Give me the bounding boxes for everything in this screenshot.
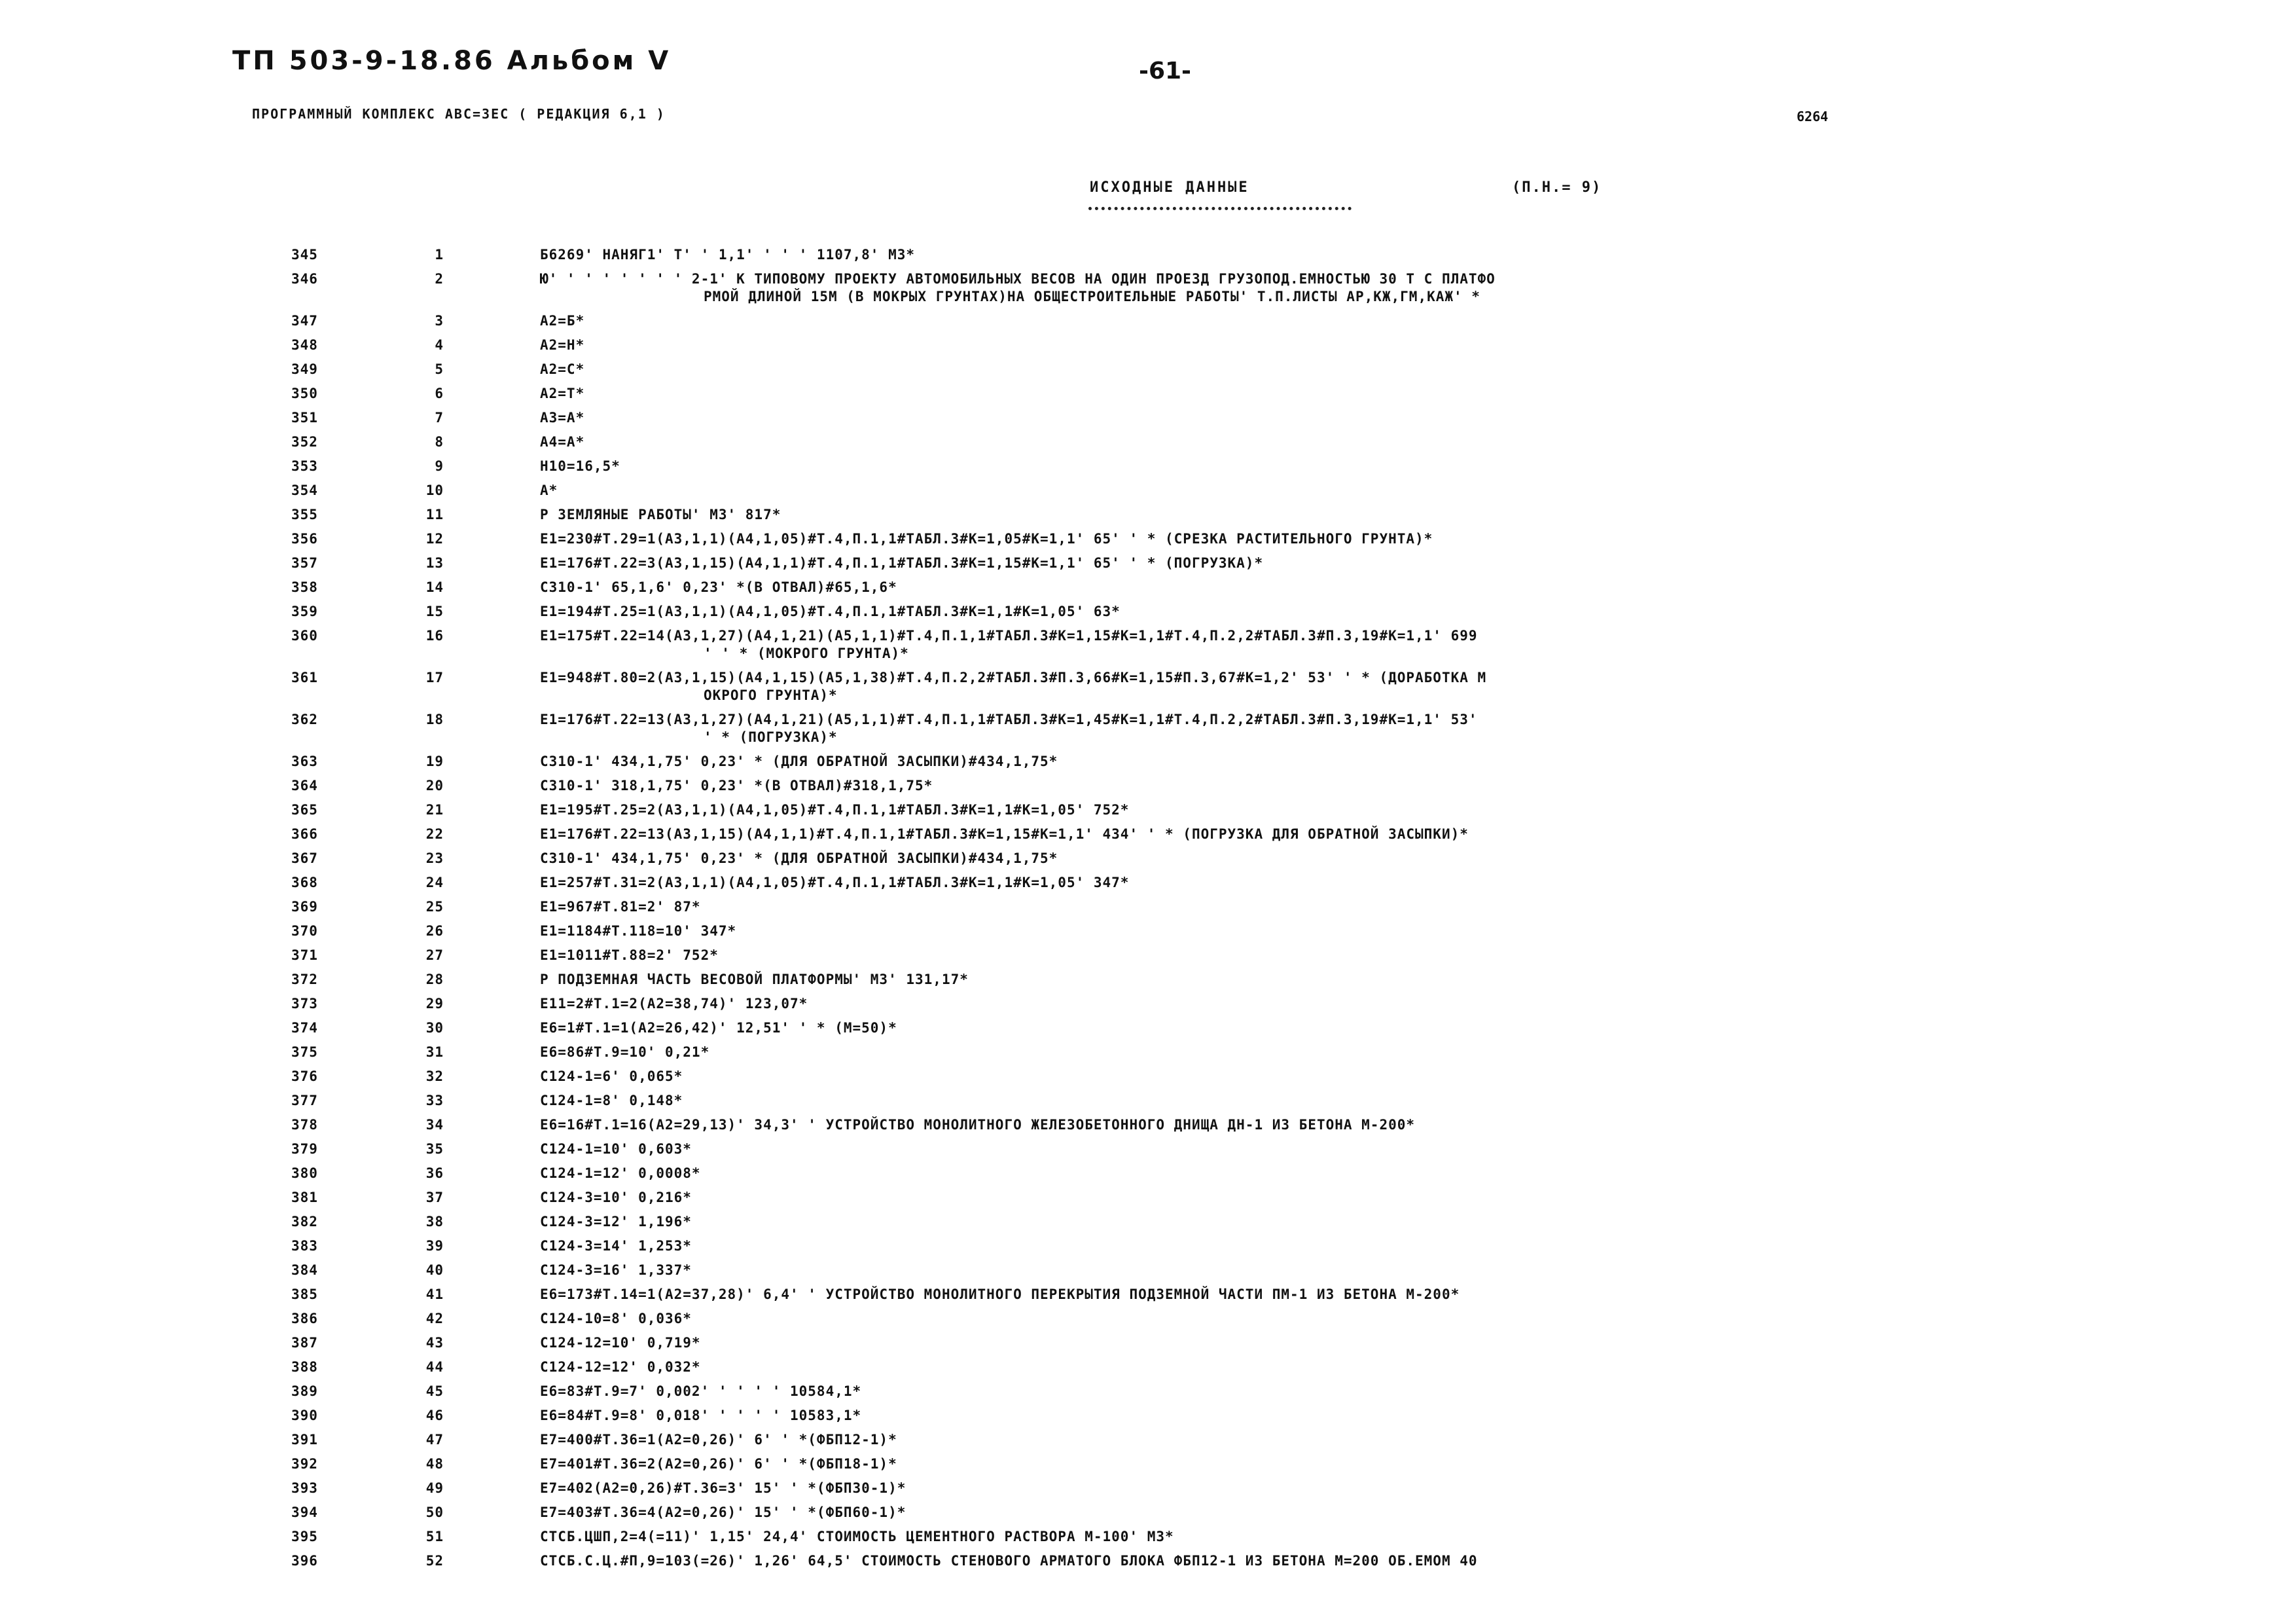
row-local-number: 36 bbox=[425, 1165, 444, 1181]
section-underline bbox=[1088, 207, 1352, 210]
row-text bbox=[540, 1455, 2065, 1473]
row-text-main: СТСБ.С.Ц.#П,9=103(=26)' 1,26' 64,5' СТОИМОСТЬ СТЕНОВОГО АРМАТОГО БЛОКА ФБП12-1 ИЗ БЕТОНА М=200 ОБ.ЕМОМ 40 bbox=[540, 1553, 1478, 1569]
row-global-number: 383 bbox=[291, 1238, 318, 1254]
row-text-main: С124-3=10' 0,216* bbox=[540, 1190, 692, 1205]
row-local-number: 48 bbox=[425, 1456, 444, 1472]
row-text-main: Ю' ' ' ' ' ' ' ' 2-1' К ТИПОВОМУ ПРОЕКТУ АВТОМОБИЛЬНЫХ ВЕСОВ НА ОДИН ПРОЕЗД ГРУЗОПОД.ЕМНОСТЬЮ 30 Т С ПЛАТФО bbox=[540, 271, 1496, 287]
row-local-number: 15 bbox=[425, 604, 444, 619]
row-text-main: Е6=84#Т.9=8' 0,018' ' ' ' ' 10583,1* bbox=[540, 1408, 862, 1423]
row-text-main: А2=Б* bbox=[540, 313, 585, 329]
row-text bbox=[540, 850, 2065, 867]
row-text-main: Е1=257#Т.31=2(А3,1,1)(А4,1,05)#Т.4,П.1,1#ТАБЛ.3#К=1,1#К=1,05' 347* bbox=[540, 875, 1130, 890]
row-global-number: 375 bbox=[291, 1044, 318, 1060]
row-global-number: 378 bbox=[291, 1117, 318, 1133]
row-global-number: 393 bbox=[291, 1480, 318, 1496]
row-global-number: 355 bbox=[291, 507, 318, 522]
row-text bbox=[540, 1213, 2065, 1231]
row-local-number: 51 bbox=[425, 1529, 444, 1544]
row-local-number: 43 bbox=[425, 1335, 444, 1351]
row-text-main: А2=Н* bbox=[540, 337, 585, 353]
row-local-number: 21 bbox=[425, 802, 444, 818]
row-global-number: 381 bbox=[291, 1190, 318, 1205]
table-row bbox=[0, 579, 2296, 603]
table-row bbox=[0, 1334, 2296, 1359]
row-text bbox=[540, 1407, 2065, 1425]
row-local-number: 10 bbox=[425, 483, 444, 498]
row-text-main: С124-3=16' 1,337* bbox=[540, 1262, 692, 1278]
row-local-number: 9 bbox=[435, 458, 444, 474]
row-text bbox=[540, 711, 2065, 746]
row-text bbox=[540, 995, 2065, 1013]
row-text bbox=[540, 777, 2065, 795]
row-global-number: 380 bbox=[291, 1165, 318, 1181]
table-row bbox=[0, 1455, 2296, 1480]
row-local-number: 28 bbox=[425, 972, 444, 987]
row-local-number: 34 bbox=[425, 1117, 444, 1133]
row-text-main: СТСБ.ЦШП,2=4(=11)' 1,15' 24,4' СТОИМОСТЬ ЦЕМЕНТНОГО РАСТВОРА М-100' М3* bbox=[540, 1529, 1174, 1544]
table-row bbox=[0, 1116, 2296, 1140]
row-local-number: 22 bbox=[425, 826, 444, 842]
row-local-number: 17 bbox=[425, 670, 444, 685]
row-text-main: Е7=401#Т.36=2(А2=0,26)' 6' ' *(ФБП18-1)* bbox=[540, 1456, 897, 1472]
section-title: ИСХОДНЫЕ ДАННЫЕ bbox=[1090, 179, 1249, 196]
row-text bbox=[540, 1019, 2065, 1037]
row-local-number: 1 bbox=[435, 247, 444, 263]
row-local-number: 23 bbox=[425, 850, 444, 866]
row-global-number: 348 bbox=[291, 337, 318, 353]
row-text bbox=[540, 1359, 2065, 1376]
row-local-number: 44 bbox=[425, 1359, 444, 1375]
row-local-number: 38 bbox=[425, 1214, 444, 1230]
row-local-number: 16 bbox=[425, 628, 444, 644]
table-row bbox=[0, 555, 2296, 579]
row-global-number: 365 bbox=[291, 802, 318, 818]
row-global-number: 367 bbox=[291, 850, 318, 866]
table-row bbox=[0, 433, 2296, 458]
row-text-main: Е6=86#Т.9=10' 0,21* bbox=[540, 1044, 710, 1060]
row-global-number: 364 bbox=[291, 778, 318, 793]
row-text-main: Е1=175#Т.22=14(А3,1,27)(А4,1,21)(А5,1,1)#Т.4,П.1,1#ТАБЛ.3#К=1,15#К=1,1#Т.4,П.2,2#ТАБЛ.3#П.3,19#К=1,1' 699 bbox=[540, 628, 1478, 644]
row-global-number: 389 bbox=[291, 1383, 318, 1399]
row-global-number: 363 bbox=[291, 754, 318, 769]
page-number: -61- bbox=[1139, 58, 1191, 84]
row-local-number: 12 bbox=[425, 531, 444, 547]
row-text bbox=[540, 579, 2065, 596]
row-text-main: С310-1' 434,1,75' 0,23' * (ДЛЯ ОБРАТНОЙ ЗАСЫПКИ)#434,1,75* bbox=[540, 754, 1058, 769]
row-text bbox=[540, 603, 2065, 621]
row-text-main: Е11=2#Т.1=2(А2=38,74)' 123,07* bbox=[540, 996, 808, 1012]
table-row bbox=[0, 753, 2296, 777]
row-global-number: 358 bbox=[291, 579, 318, 595]
row-text-continuation: РМОЙ ДЛИНОЙ 15М (В МОКРЫХ ГРУНТАХ)НА ОБЩЕСТРОИТЕЛЬНЫЕ РАБОТЫ' Т.П.ЛИСТЫ АР,КЖ,ГМ,КАЖ' * bbox=[704, 289, 1480, 304]
table-row bbox=[0, 1407, 2296, 1431]
row-text bbox=[540, 1504, 2065, 1522]
row-text bbox=[540, 409, 2065, 427]
row-text bbox=[540, 312, 2065, 330]
row-text-continuation: ' ' * (МОКРОГО ГРУНТА)* bbox=[704, 646, 909, 661]
row-local-number: 30 bbox=[425, 1020, 444, 1036]
row-global-number: 376 bbox=[291, 1068, 318, 1084]
row-global-number: 373 bbox=[291, 996, 318, 1012]
row-text-main: Б6269' НАНЯГ1' Т' ' 1,1' ' ' ' 1107,8' М3* bbox=[540, 247, 916, 263]
row-text bbox=[540, 627, 2065, 663]
table-row bbox=[0, 506, 2296, 530]
table-row bbox=[0, 361, 2296, 385]
row-global-number: 388 bbox=[291, 1359, 318, 1375]
row-global-number: 374 bbox=[291, 1020, 318, 1036]
table-row bbox=[0, 874, 2296, 898]
table-row bbox=[0, 385, 2296, 409]
row-text-main: Е1=195#Т.25=2(А3,1,1)(А4,1,05)#Т.4,П.1,1#ТАБЛ.3#К=1,1#К=1,05' 752* bbox=[540, 802, 1130, 818]
table-row bbox=[0, 995, 2296, 1019]
row-text-main: С124-1=10' 0,603* bbox=[540, 1141, 692, 1157]
row-local-number: 14 bbox=[425, 579, 444, 595]
table-row bbox=[0, 826, 2296, 850]
row-local-number: 6 bbox=[435, 386, 444, 401]
row-text-main: Е1=948#Т.80=2(А3,1,15)(А4,1,15)(А5,1,38)#Т.4,П.2,2#ТАБЛ.3#П.3,66#К=1,15#П.3,67#К=1,2' 53' ' * (ДОРАБОТКА М bbox=[540, 670, 1487, 685]
row-text-main: Е6=1#Т.1=1(А2=26,42)' 12,51' ' * (М=50)* bbox=[540, 1020, 897, 1036]
row-text-main: С124-3=12' 1,196* bbox=[540, 1214, 692, 1230]
row-local-number: 39 bbox=[425, 1238, 444, 1254]
row-global-number: 394 bbox=[291, 1504, 318, 1520]
row-global-number: 349 bbox=[291, 361, 318, 377]
row-local-number: 33 bbox=[425, 1093, 444, 1108]
row-global-number: 362 bbox=[291, 712, 318, 727]
row-text bbox=[540, 555, 2065, 572]
row-text-main: Е1=194#Т.25=1(А3,1,1)(А4,1,05)#Т.4,П.1,1#ТАБЛ.3#К=1,1#К=1,05' 63* bbox=[540, 604, 1121, 619]
table-row bbox=[0, 1431, 2296, 1455]
row-global-number: 361 bbox=[291, 670, 318, 685]
row-text-main: С124-1=8' 0,148* bbox=[540, 1093, 683, 1108]
row-global-number: 377 bbox=[291, 1093, 318, 1108]
table-row bbox=[0, 458, 2296, 482]
row-text bbox=[540, 337, 2065, 354]
row-local-number: 26 bbox=[425, 923, 444, 939]
row-text bbox=[540, 1310, 2065, 1328]
table-row bbox=[0, 482, 2296, 506]
row-text bbox=[540, 1262, 2065, 1279]
data-rows bbox=[0, 246, 2296, 1577]
row-text bbox=[540, 385, 2065, 403]
row-text bbox=[540, 1528, 2065, 1546]
row-local-number: 40 bbox=[425, 1262, 444, 1278]
row-text bbox=[540, 506, 2065, 524]
row-text bbox=[540, 1092, 2065, 1110]
row-text bbox=[540, 270, 2065, 306]
row-text-main: Е7=403#Т.36=4(А2=0,26)' 15' ' *(ФБП60-1)* bbox=[540, 1504, 906, 1520]
document-title: ТП 503-9-18.86 Альбом Ⅴ bbox=[232, 46, 672, 76]
row-local-number: 20 bbox=[425, 778, 444, 793]
table-row bbox=[0, 1552, 2296, 1577]
table-row bbox=[0, 246, 2296, 270]
row-text-main: С124-3=14' 1,253* bbox=[540, 1238, 692, 1254]
row-text bbox=[540, 1480, 2065, 1497]
row-text-main: Е6=16#Т.1=16(А2=29,13)' 34,3' ' УСТРОЙСТВО МОНОЛИТНОГО ЖЕЛЕЗОБЕТОННОГО ДНИЩА ДН-1 ИЗ БЕТОНА М-200* bbox=[540, 1117, 1416, 1133]
row-local-number: 2 bbox=[435, 271, 444, 287]
table-row bbox=[0, 801, 2296, 826]
row-local-number: 27 bbox=[425, 947, 444, 963]
table-row bbox=[0, 603, 2296, 627]
row-text-main: Р ЗЕМЛЯНЫЕ РАБОТЫ' М3' 817* bbox=[540, 507, 781, 522]
row-text-main: С124-1=12' 0,0008* bbox=[540, 1165, 701, 1181]
row-text-main: А* bbox=[540, 483, 558, 498]
table-row bbox=[0, 1044, 2296, 1068]
table-row bbox=[0, 1286, 2296, 1310]
row-text bbox=[540, 1189, 2065, 1207]
row-global-number: 366 bbox=[291, 826, 318, 842]
row-text-main: Е7=400#Т.36=1(А2=0,26)' 6' ' *(ФБП12-1)* bbox=[540, 1432, 897, 1448]
row-text bbox=[540, 1044, 2065, 1061]
row-text bbox=[540, 669, 2065, 704]
row-text-main: Е1=176#Т.22=13(А3,1,15)(А4,1,1)#Т.4,П.1,1#ТАБЛ.3#К=1,15#К=1,1' 434' ' * (ПОГРУЗКА ДЛЯ ОБРАТНОЙ ЗАСЫПКИ)* bbox=[540, 826, 1469, 842]
row-global-number: 391 bbox=[291, 1432, 318, 1448]
row-text-main: С310-1' 318,1,75' 0,23' *(В ОТВАЛ)#318,1,75* bbox=[540, 778, 933, 793]
row-text-main: С124-12=10' 0,719* bbox=[540, 1335, 701, 1351]
row-text-main: Е6=173#Т.14=1(А2=37,28)' 6,4' ' УСТРОЙСТВО МОНОЛИТНОГО ПЕРЕКРЫТИЯ ПОДЗЕМНОЙ ЧАСТИ ПМ-1 ИЗ БЕТОНА М-200* bbox=[540, 1286, 1460, 1302]
row-text-main: Е1=1184#Т.118=10' 347* bbox=[540, 923, 737, 939]
row-local-number: 3 bbox=[435, 313, 444, 329]
row-global-number: 396 bbox=[291, 1553, 318, 1569]
row-local-number: 11 bbox=[425, 507, 444, 522]
table-row bbox=[0, 312, 2296, 337]
row-global-number: 386 bbox=[291, 1311, 318, 1326]
row-local-number: 32 bbox=[425, 1068, 444, 1084]
row-global-number: 384 bbox=[291, 1262, 318, 1278]
row-local-number: 7 bbox=[435, 410, 444, 426]
row-local-number: 5 bbox=[435, 361, 444, 377]
row-global-number: 369 bbox=[291, 899, 318, 915]
row-global-number: 356 bbox=[291, 531, 318, 547]
row-global-number: 346 bbox=[291, 271, 318, 287]
row-text bbox=[540, 826, 2065, 843]
row-text bbox=[540, 1165, 2065, 1182]
row-local-number: 42 bbox=[425, 1311, 444, 1326]
row-text-main: Е6=83#Т.9=7' 0,002' ' ' ' ' 10584,1* bbox=[540, 1383, 862, 1399]
row-text bbox=[540, 1334, 2065, 1352]
row-global-number: 382 bbox=[291, 1214, 318, 1230]
table-row bbox=[0, 1262, 2296, 1286]
row-text bbox=[540, 1140, 2065, 1158]
row-local-number: 18 bbox=[425, 712, 444, 727]
row-text bbox=[540, 971, 2065, 989]
row-text bbox=[540, 753, 2065, 771]
row-text bbox=[540, 947, 2065, 964]
table-row bbox=[0, 409, 2296, 433]
table-row bbox=[0, 777, 2296, 801]
row-global-number: 357 bbox=[291, 555, 318, 571]
row-text bbox=[540, 1116, 2065, 1134]
table-row bbox=[0, 898, 2296, 922]
row-local-number: 45 bbox=[425, 1383, 444, 1399]
section-page-ref: (П.Н.= 9) bbox=[1512, 179, 1602, 196]
table-row bbox=[0, 1213, 2296, 1237]
row-global-number: 385 bbox=[291, 1286, 318, 1302]
table-row bbox=[0, 850, 2296, 874]
row-text-main: А2=С* bbox=[540, 361, 585, 377]
row-global-number: 371 bbox=[291, 947, 318, 963]
row-local-number: 41 bbox=[425, 1286, 444, 1302]
row-local-number: 49 bbox=[425, 1480, 444, 1496]
row-global-number: 387 bbox=[291, 1335, 318, 1351]
row-text-main: Е1=230#Т.29=1(А3,1,1)(А4,1,05)#Т.4,П.1,1#ТАБЛ.3#К=1,05#К=1,1' 65' ' * (СРЕЗКА РАСТИТЕЛЬНОГО ГРУНТА)* bbox=[540, 531, 1433, 547]
row-text bbox=[540, 361, 2065, 378]
table-row bbox=[0, 1359, 2296, 1383]
table-row bbox=[0, 627, 2296, 669]
row-text bbox=[540, 530, 2065, 548]
table-row bbox=[0, 1528, 2296, 1552]
row-text-main: Е1=1011#Т.88=2' 752* bbox=[540, 947, 719, 963]
row-local-number: 25 bbox=[425, 899, 444, 915]
row-text-main: Н10=16,5* bbox=[540, 458, 620, 474]
table-row bbox=[0, 669, 2296, 711]
table-row bbox=[0, 1310, 2296, 1334]
row-local-number: 35 bbox=[425, 1141, 444, 1157]
row-global-number: 345 bbox=[291, 247, 318, 263]
row-text bbox=[540, 874, 2065, 892]
table-row bbox=[0, 1504, 2296, 1528]
table-row bbox=[0, 1237, 2296, 1262]
row-global-number: 351 bbox=[291, 410, 318, 426]
row-global-number: 372 bbox=[291, 972, 318, 987]
row-text-main: А3=А* bbox=[540, 410, 585, 426]
row-local-number: 37 bbox=[425, 1190, 444, 1205]
row-local-number: 19 bbox=[425, 754, 444, 769]
row-local-number: 29 bbox=[425, 996, 444, 1012]
row-text bbox=[540, 1068, 2065, 1085]
row-local-number: 24 bbox=[425, 875, 444, 890]
row-text-main: С310-1' 65,1,6' 0,23' *(В ОТВАЛ)#65,1,6* bbox=[540, 579, 897, 595]
row-text-continuation: ОКРОГО ГРУНТА)* bbox=[704, 687, 838, 703]
table-row bbox=[0, 1383, 2296, 1407]
row-text-main: А2=Т* bbox=[540, 386, 585, 401]
program-line: ПРОГРАММНЫЙ КОМПЛЕКС АВС=3ЕС ( РЕДАКЦИЯ 6,1 ) bbox=[252, 106, 666, 122]
document-code: 6264 bbox=[1797, 109, 1829, 124]
row-text bbox=[540, 433, 2065, 451]
row-global-number: 352 bbox=[291, 434, 318, 450]
row-global-number: 370 bbox=[291, 923, 318, 939]
table-row bbox=[0, 530, 2296, 555]
table-row bbox=[0, 337, 2296, 361]
table-row bbox=[0, 922, 2296, 947]
row-global-number: 360 bbox=[291, 628, 318, 644]
row-text-main: С310-1' 434,1,75' 0,23' * (ДЛЯ ОБРАТНОЙ ЗАСЫПКИ)#434,1,75* bbox=[540, 850, 1058, 866]
row-global-number: 350 bbox=[291, 386, 318, 401]
table-row bbox=[0, 1140, 2296, 1165]
row-text bbox=[540, 801, 2065, 819]
row-text bbox=[540, 246, 2065, 264]
row-text bbox=[540, 898, 2065, 916]
table-row bbox=[0, 1019, 2296, 1044]
row-global-number: 354 bbox=[291, 483, 318, 498]
row-text-main: С124-12=12' 0,032* bbox=[540, 1359, 701, 1375]
row-text bbox=[540, 1383, 2065, 1400]
row-text bbox=[540, 922, 2065, 940]
row-global-number: 368 bbox=[291, 875, 318, 890]
row-text-main: С124-1=6' 0,065* bbox=[540, 1068, 683, 1084]
row-global-number: 353 bbox=[291, 458, 318, 474]
row-local-number: 8 bbox=[435, 434, 444, 450]
row-local-number: 31 bbox=[425, 1044, 444, 1060]
row-global-number: 347 bbox=[291, 313, 318, 329]
row-text-main: Е7=402(А2=0,26)#Т.36=3' 15' ' *(ФБП30-1)* bbox=[540, 1480, 906, 1496]
table-row bbox=[0, 1068, 2296, 1092]
row-global-number: 390 bbox=[291, 1408, 318, 1423]
row-text-main: С124-10=8' 0,036* bbox=[540, 1311, 692, 1326]
row-local-number: 47 bbox=[425, 1432, 444, 1448]
row-text bbox=[540, 1286, 2065, 1304]
table-row bbox=[0, 947, 2296, 971]
row-text-main: Е1=176#Т.22=3(А3,1,15)(А4,1,1)#Т.4,П.1,1#ТАБЛ.3#К=1,15#К=1,1' 65' ' * (ПОГРУЗКА)* bbox=[540, 555, 1264, 571]
table-row bbox=[0, 1189, 2296, 1213]
table-row bbox=[0, 1092, 2296, 1116]
row-global-number: 395 bbox=[291, 1529, 318, 1544]
row-global-number: 392 bbox=[291, 1456, 318, 1472]
table-row bbox=[0, 971, 2296, 995]
row-global-number: 359 bbox=[291, 604, 318, 619]
row-local-number: 46 bbox=[425, 1408, 444, 1423]
row-local-number: 13 bbox=[425, 555, 444, 571]
row-text bbox=[540, 458, 2065, 475]
table-row bbox=[0, 270, 2296, 312]
row-local-number: 50 bbox=[425, 1504, 444, 1520]
table-row bbox=[0, 1165, 2296, 1189]
row-text-main: А4=А* bbox=[540, 434, 585, 450]
row-global-number: 379 bbox=[291, 1141, 318, 1157]
row-text bbox=[540, 1552, 2065, 1570]
row-text bbox=[540, 482, 2065, 500]
row-text bbox=[540, 1237, 2065, 1255]
row-text-main: Е1=967#Т.81=2' 87* bbox=[540, 899, 701, 915]
row-text-main: Е1=176#Т.22=13(А3,1,27)(А4,1,21)(А5,1,1)#Т.4,П.1,1#ТАБЛ.3#К=1,45#К=1,1#Т.4,П.2,2#ТАБЛ.3#П.3,19#К=1,1' 53' bbox=[540, 712, 1478, 727]
row-local-number: 52 bbox=[425, 1553, 444, 1569]
row-local-number: 4 bbox=[435, 337, 444, 353]
table-row bbox=[0, 1480, 2296, 1504]
table-row bbox=[0, 711, 2296, 753]
row-text bbox=[540, 1431, 2065, 1449]
row-text-continuation: ' * (ПОГРУЗКА)* bbox=[704, 729, 838, 745]
row-text-main: Р ПОДЗЕМНАЯ ЧАСТЬ ВЕСОВОЙ ПЛАТФОРМЫ' М3' 131,17* bbox=[540, 972, 969, 987]
